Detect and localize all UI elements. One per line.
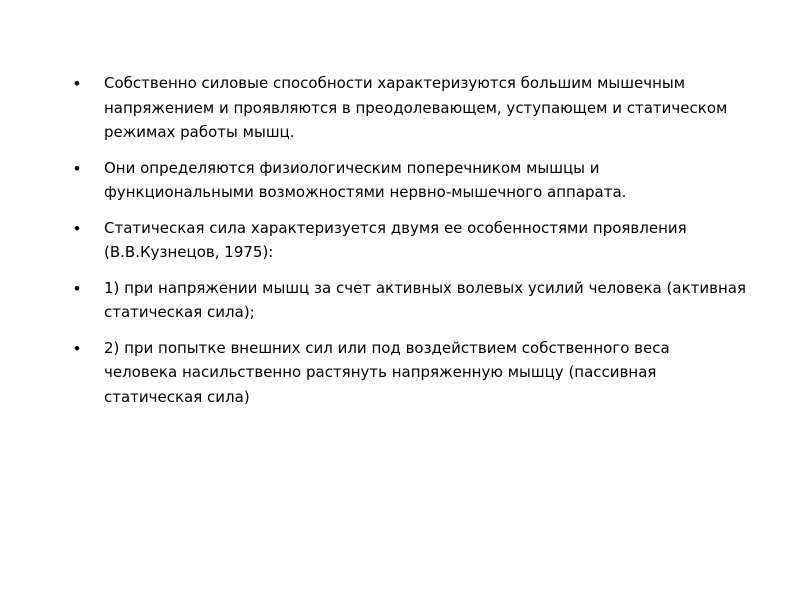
- list-item: [74, 216, 746, 265]
- bullet-text: 2) при попытке внешних сил или под воздействием собственного веса человека насильственно растянуть напряженную мышцу (пассивная статическая сила): [104, 338, 670, 406]
- bullet-icon: •: [74, 218, 80, 238]
- list-item: [74, 71, 746, 145]
- bullet-text: Собственно силовые способности характеризуются большим мышечным напряжением и проявляются в преодолевающем, уступающем и статическом режимах работы мышц.: [104, 74, 728, 141]
- bullet-list: [74, 71, 746, 420]
- bullet-text: Они определяются физиологическим поперечником мышцы и функциональными возможностями нервно-мышечного аппарата.: [104, 158, 627, 201]
- bullet-icon: •: [74, 158, 80, 178]
- bullet-icon: •: [74, 338, 80, 358]
- list-item: [74, 156, 746, 205]
- bullet-icon: •: [74, 278, 80, 298]
- bullet-text: Статическая сила характеризуется двумя ее особенностями проявления (В.В.Кузнецов, 1975):: [104, 218, 687, 261]
- bullet-icon: •: [74, 74, 80, 93]
- bullet-text: 1) при напряжении мышц за счет активных волевых усилий человека (активная статическая сила);: [104, 278, 746, 321]
- list-item: [74, 336, 746, 410]
- list-item: [74, 276, 746, 325]
